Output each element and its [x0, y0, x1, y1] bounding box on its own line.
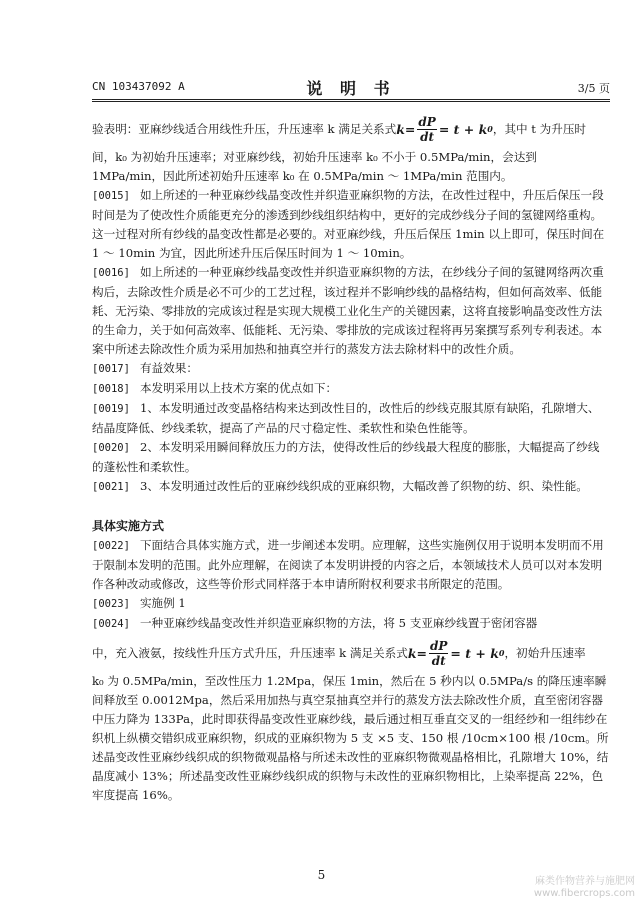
formula-equals-2: = t + k: [450, 645, 499, 661]
watermark-site-name: 麻类作物营养与施肥网: [535, 876, 635, 887]
example-text-prefix: 中，充入液氨，按线性升压方式升压，升压速率 k 满足关系式: [92, 645, 408, 660]
paragraph-text: 3、本发明通过改性后的亚麻纱线织成的亚麻织物，大幅改善了织物的纺、织、染性能。: [139, 479, 588, 493]
paragraph-text: 如上所述的一种亚麻纱线晶变改性并织造亚麻织物的方法，在纱线分子间的氢键网络两次重构后，去除改性介质是必不可少的工艺过程，该过程并不影响纱线的晶格结构，但如何高效率、低能耗、无污染、零排放的完成该过程是实现大规模工业化生产的关键因素，这将直接影响晶变改性方法的生命力，关于如何高效率、低能耗、无污染、零排放的完成该过程将再另案撰写系列专利表述。本案中所述去除改性介质为采用加热和抽真空并行的蒸发方法去除材料中的改性介质。: [92, 265, 604, 356]
paragraph-list: [92, 186, 610, 497]
fraction-denominator: dt: [431, 653, 446, 668]
patent-number: CN 103437092 A: [92, 80, 185, 93]
paragraph-0017: [92, 359, 610, 379]
formula-equals-2: = t + k: [438, 121, 488, 137]
header-rule-bottom: [92, 101, 610, 102]
paragraph-0019: [92, 399, 610, 438]
paragraph-text: 本发明采用以上技术方案的优点如下：: [139, 381, 338, 395]
formula-subscript: 0: [498, 647, 505, 658]
page-header: [92, 76, 610, 96]
document-title: 说 明 书: [306, 79, 396, 98]
paragraph-number: [0015]: [92, 190, 130, 202]
paragraph-number: [0022]: [92, 540, 130, 552]
intro-formula-line: [92, 110, 610, 148]
header-rule-top: [92, 99, 610, 100]
document-body: [92, 110, 610, 805]
intro-text-suffix: ，其中 t 为升压时: [492, 121, 587, 136]
paragraph-text: 如上所述的一种亚麻纱线晶变改性并织造亚麻织物的方法，在改性过程中，升压后保压一段时间是为了使改性介质能更充分的渗透到纱线组织结构中，更好的完成纱线分子间的氢键网络重构。这一过程对所有纱线的晶变改性都是必要的。对亚麻纱线，升压后保压 1min 以上即可，保压时间在 1 ～ 10min 为宜，因此所述升压后保压时间为 1 ～ 10min。: [92, 188, 605, 260]
paragraph-number: [0024]: [92, 618, 130, 630]
paragraph-0020: [92, 438, 610, 477]
formula-k: k: [407, 645, 417, 661]
paragraph-number: [0016]: [92, 267, 130, 279]
paragraph-number: [0021]: [92, 481, 130, 493]
watermark: [515, 876, 635, 900]
paragraph-number: [0017]: [92, 363, 130, 375]
paragraph-text: 实施例 1: [139, 596, 186, 610]
paragraph-text: 2、本发明采用瞬间释放压力的方法，使得改性后的纱线最大程度的膨胀，大幅提高了纱线的蓬松性和柔软性。: [92, 440, 600, 474]
paragraph-number: [0020]: [92, 442, 130, 454]
watermark-url: www.fibercrops.com: [533, 888, 635, 899]
paragraph-0021: [92, 477, 610, 497]
paragraph-0023: [92, 594, 610, 614]
paragraph-number: [0023]: [92, 598, 130, 610]
paragraph-text: 一种亚麻纱线晶变改性并织造亚麻织物的方法，将 5 支亚麻纱线置于密闭容器: [139, 616, 538, 630]
page-number: 5: [317, 868, 326, 882]
paragraph-0024-continuation: k₀ 为 0.5MPa/min，至改性压力 1.2Mpa，保压 1min，然后在 5 秒内以 0.5MPa/s 的降压速率瞬间释放至 0.0012Mpa，然后采用加热与真空泵抽真空并行的蒸发方法去除改性介质，直至密闭容器中压力降为 133Pa，此时即获得晶变改性亚麻纱线，最后通过相互垂直交叉的一组经纱和一组纬纱在织机上纵横交错织成亚麻织物，织成的亚麻织物为 5 支 ×5 支、150 根 /10cm×100 根 /10cm。所述晶变改性亚麻纱线织成的织物微观晶格与所述未改性的亚麻织物微观晶格相比，孔隙增大 10%，结晶度减小 13%；所述晶变改性亚麻纱线织成的织物与未改性的亚麻织物相比，上染率提高 22%，色牢度提高 16%。: [92, 674, 609, 802]
example-text-suffix: ，初始升压速率: [504, 645, 586, 660]
fraction-numerator: dP: [430, 638, 448, 653]
intro-continuation: 间，k₀ 为初始升压速率；对亚麻纱线，初始升压速率 k₀ 不小于 0.5MPa/min，会达到 1MPa/min，因此所述初始升压速率 k₀ 在 0.5MPa/min ～ 1MPa/min 范围内。: [92, 150, 537, 183]
example-formula-line: [92, 634, 610, 672]
section-heading: 具体实施方式: [92, 519, 165, 533]
paragraph-0016: [92, 263, 610, 359]
paragraph-0022: [92, 536, 610, 594]
fraction-denominator: dt: [420, 129, 435, 144]
formula-equals-1: =: [416, 645, 427, 661]
paragraph-number: [0018]: [92, 383, 130, 395]
formula-subscript: 0: [487, 123, 493, 134]
formula-equals-1: =: [404, 121, 416, 137]
formula-fraction: [417, 115, 436, 144]
page-indicator: 3/5 页: [577, 82, 610, 95]
paragraph-0015: [92, 186, 610, 263]
paragraph-0018: [92, 379, 610, 399]
paragraph-text: 下面结合具体实施方式，进一步阐述本发明。应理解，这些实施例仅用于说明本发明而不用于限制本发明的范围。此外应理解，在阅读了本发明讲授的内容之后，本领域技术人员可以对本发明作各种改动或修改，这些等价形式同样落于本申请所附权利要求书所限定的范围。: [92, 538, 604, 591]
formula-fraction: [429, 639, 448, 668]
fraction-numerator: dP: [418, 114, 436, 129]
formula-k: k: [396, 121, 405, 137]
paragraph-text: 有益效果：: [139, 361, 198, 375]
paragraph-number: [0019]: [92, 403, 130, 415]
paragraph-0024-first-line: [92, 614, 610, 634]
intro-text-prefix: 验表明：亚麻纱线适合用线性升压，升压速率 k 满足关系式: [92, 121, 397, 136]
paragraph-text: 1、本发明通过改变晶格结构来达到改性目的，改性后的纱线克服其原有缺陷，孔隙增大、结晶度降低、纱线柔软，提高了产品的尺寸稳定性、柔软性和染色性能等。: [92, 401, 600, 435]
